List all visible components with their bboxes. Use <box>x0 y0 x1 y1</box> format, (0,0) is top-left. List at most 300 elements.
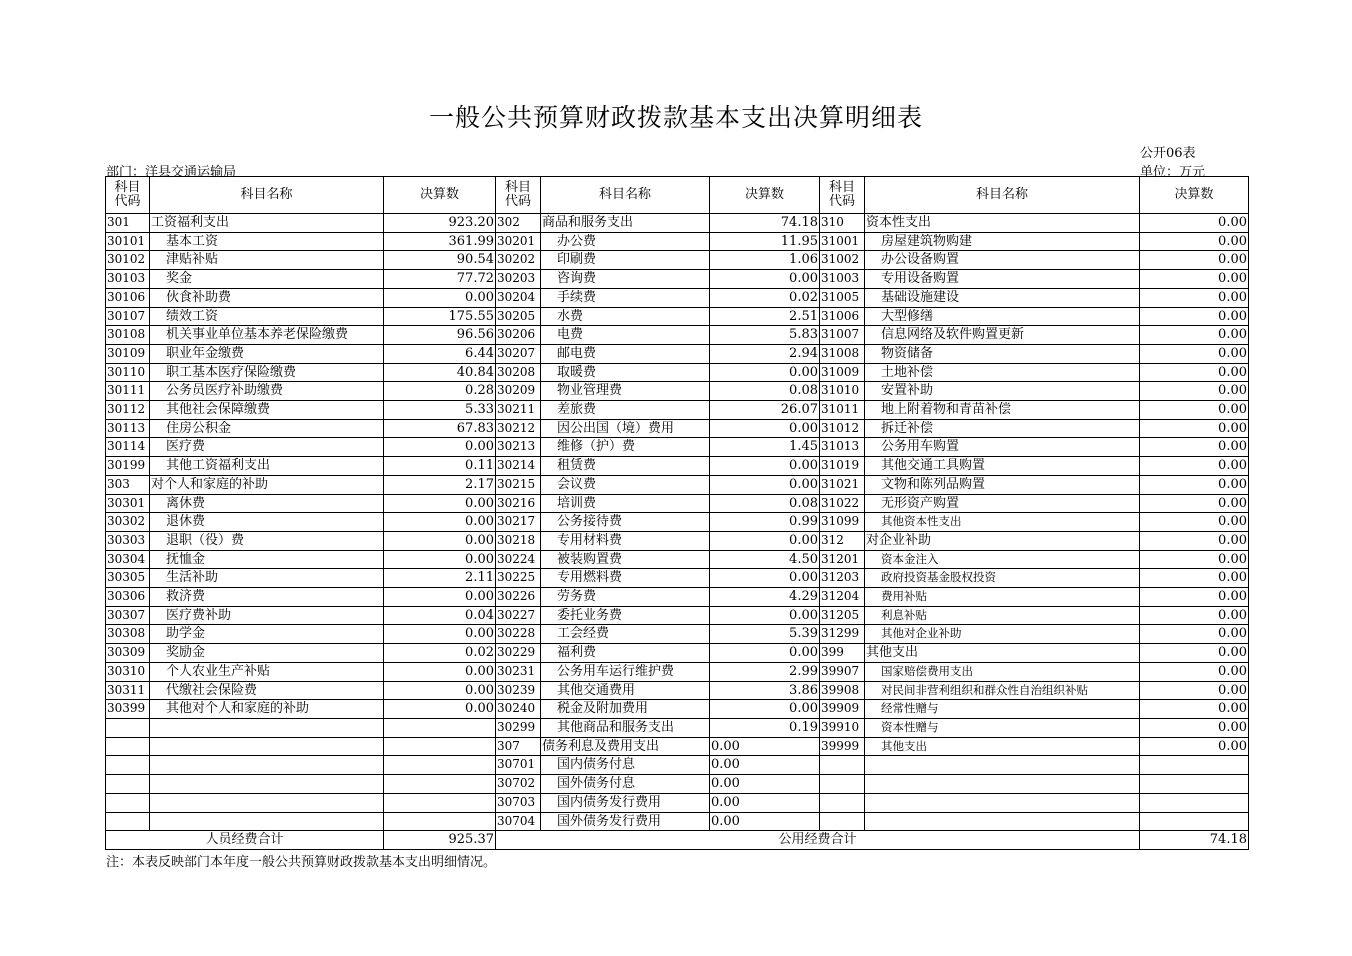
subject-name: 培训费 <box>541 494 710 513</box>
subject-code: 31013 <box>820 438 865 457</box>
subject-name: 会议费 <box>541 475 710 494</box>
header-code: 科目 代码 <box>106 177 150 214</box>
subject-name: 委托业务费 <box>541 606 710 625</box>
amount-value: 2.11 <box>384 569 496 588</box>
subject-name <box>150 718 384 737</box>
amount-value <box>384 775 496 794</box>
table-row <box>106 513 1249 532</box>
amount-value: 361.99 <box>384 232 496 251</box>
subject-name: 大型修缮 <box>865 307 1140 326</box>
amount-value: 0.00 <box>1140 700 1249 719</box>
subject-code: 30310 <box>106 662 150 681</box>
amount-value: 5.39 <box>710 625 820 644</box>
subject-code: 31021 <box>820 475 865 494</box>
table-row <box>106 550 1249 569</box>
amount-value: 2.51 <box>710 307 820 326</box>
subject-code: 31019 <box>820 457 865 476</box>
amount-value: 0.00 <box>1140 718 1249 737</box>
amount-value: 0.28 <box>384 382 496 401</box>
subject-code: 30239 <box>496 681 541 700</box>
subject-code: 31008 <box>820 344 865 363</box>
subject-code: 30111 <box>106 382 150 401</box>
header-amount: 决算数 <box>710 177 820 214</box>
subject-code: 31201 <box>820 550 865 569</box>
subject-code: 31006 <box>820 307 865 326</box>
subject-code: 30103 <box>106 270 150 289</box>
subject-code: 39908 <box>820 681 865 700</box>
amount-value: 0.00 <box>384 681 496 700</box>
subject-code <box>106 793 150 812</box>
table-row <box>106 812 1249 831</box>
table-header-row <box>106 177 1249 214</box>
amount-value: 0.00 <box>1140 232 1249 251</box>
header-name: 科目名称 <box>541 177 710 214</box>
subject-code: 30212 <box>496 419 541 438</box>
subject-name: 国外债务付息 <box>541 775 710 794</box>
subject-name: 其他商品和服务支出 <box>541 718 710 737</box>
amount-value <box>384 812 496 831</box>
subject-code: 30218 <box>496 531 541 550</box>
subject-code: 30208 <box>496 363 541 382</box>
table-row <box>106 588 1249 607</box>
subject-name: 其他社会保障缴费 <box>150 401 384 420</box>
subject-name: 公务用车购置 <box>865 438 1140 457</box>
totals-row <box>106 831 1249 850</box>
amount-value: 1.45 <box>710 438 820 457</box>
amount-value: 0.00 <box>1140 401 1249 420</box>
subject-code: 31009 <box>820 363 865 382</box>
amount-value: 0.00 <box>1140 382 1249 401</box>
subject-code: 39907 <box>820 662 865 681</box>
amount-value: 2.99 <box>710 662 820 681</box>
subject-code <box>106 812 150 831</box>
amount-value: 0.00 <box>1140 270 1249 289</box>
subject-name: 退职（役）费 <box>150 531 384 550</box>
table-row <box>106 681 1249 700</box>
table-row <box>106 232 1249 251</box>
amount-value: 0.08 <box>710 382 820 401</box>
amount-value: 0.00 <box>710 700 820 719</box>
subject-name: 其他对个人和家庭的补助 <box>150 700 384 719</box>
subject-name: 奖金 <box>150 270 384 289</box>
subject-name: 资本性赠与 <box>865 718 1140 737</box>
subject-code: 30309 <box>106 644 150 663</box>
subject-code: 30225 <box>496 569 541 588</box>
header-amount: 决算数 <box>1140 177 1249 214</box>
amount-value: 0.00 <box>1140 569 1249 588</box>
subject-name: 办公费 <box>541 232 710 251</box>
subject-name: 债务利息及费用支出 <box>541 737 710 756</box>
subject-name: 国内债务付息 <box>541 756 710 775</box>
header-code: 科目 代码 <box>496 177 541 214</box>
amount-value: 0.11 <box>384 457 496 476</box>
amount-value: 0.00 <box>1140 363 1249 382</box>
subject-code: 31299 <box>820 625 865 644</box>
amount-value: 0.00 <box>1140 625 1249 644</box>
subject-code: 303 <box>106 475 150 494</box>
amount-value: 4.50 <box>710 550 820 569</box>
expenditure-table <box>105 176 1249 850</box>
subject-code: 31203 <box>820 569 865 588</box>
amount-value: 0.00 <box>384 700 496 719</box>
amount-value <box>1140 812 1249 831</box>
subject-code: 302 <box>496 214 541 233</box>
amount-value: 0.00 <box>710 793 820 812</box>
subject-code: 31005 <box>820 288 865 307</box>
amount-value: 0.00 <box>710 419 820 438</box>
subject-name: 经常性赠与 <box>865 700 1140 719</box>
amount-value: 96.56 <box>384 326 496 345</box>
subject-code: 30306 <box>106 588 150 607</box>
subject-name: 无形资产购置 <box>865 494 1140 513</box>
subject-name: 商品和服务支出 <box>541 214 710 233</box>
amount-value: 67.83 <box>384 419 496 438</box>
subject-name: 手续费 <box>541 288 710 307</box>
subject-name: 对企业补助 <box>865 531 1140 550</box>
subject-name: 医疗费补助 <box>150 606 384 625</box>
amount-value: 0.00 <box>710 812 820 831</box>
amount-value <box>384 737 496 756</box>
subject-name: 专用燃料费 <box>541 569 710 588</box>
subject-code: 30214 <box>496 457 541 476</box>
amount-value: 0.00 <box>1140 494 1249 513</box>
personnel-total-value: 925.37 <box>384 831 496 850</box>
table-row <box>106 401 1249 420</box>
subject-name: 国家赔偿费用支出 <box>865 662 1140 681</box>
subject-name: 国内债务发行费用 <box>541 793 710 812</box>
subject-name: 救济费 <box>150 588 384 607</box>
amount-value: 0.08 <box>710 494 820 513</box>
amount-value: 5.33 <box>384 401 496 420</box>
amount-value: 0.00 <box>1140 457 1249 476</box>
table-row <box>106 363 1249 382</box>
subject-code: 31205 <box>820 606 865 625</box>
subject-name: 劳务费 <box>541 588 710 607</box>
subject-code: 30213 <box>496 438 541 457</box>
subject-code <box>820 756 865 775</box>
table-row <box>106 625 1249 644</box>
subject-code: 30224 <box>496 550 541 569</box>
amount-value <box>384 718 496 737</box>
subject-code: 30206 <box>496 326 541 345</box>
subject-name: 资本金注入 <box>865 550 1140 569</box>
public-total-value: 74.18 <box>1140 831 1249 850</box>
subject-name: 对民间非营利组织和群众性自治组织补贴 <box>865 681 1140 700</box>
subject-code: 30307 <box>106 606 150 625</box>
subject-code: 39999 <box>820 737 865 756</box>
subject-code: 30108 <box>106 326 150 345</box>
amount-value: 3.86 <box>710 681 820 700</box>
subject-code: 31099 <box>820 513 865 532</box>
amount-value: 0.00 <box>384 550 496 569</box>
subject-name <box>150 793 384 812</box>
amount-value: 0.00 <box>1140 326 1249 345</box>
subject-name: 公务接待费 <box>541 513 710 532</box>
amount-value: 0.00 <box>710 270 820 289</box>
subject-name: 国外债务发行费用 <box>541 812 710 831</box>
amount-value: 4.29 <box>710 588 820 607</box>
subject-name: 税金及附加费用 <box>541 700 710 719</box>
amount-value: 0.00 <box>384 494 496 513</box>
amount-value: 0.00 <box>1140 251 1249 270</box>
subject-name: 水费 <box>541 307 710 326</box>
subject-name: 公务用车运行维护费 <box>541 662 710 681</box>
subject-name: 绩效工资 <box>150 307 384 326</box>
subject-name: 津贴补贴 <box>150 251 384 270</box>
subject-name: 维修（护）费 <box>541 438 710 457</box>
table-row <box>106 251 1249 270</box>
amount-value: 5.83 <box>710 326 820 345</box>
subject-code: 30101 <box>106 232 150 251</box>
subject-code: 30102 <box>106 251 150 270</box>
form-number: 公开06表 <box>1140 146 1196 161</box>
amount-value: 0.00 <box>1140 588 1249 607</box>
subject-code: 30203 <box>496 270 541 289</box>
subject-code: 30228 <box>496 625 541 644</box>
amount-value <box>384 756 496 775</box>
subject-name: 拆迁补偿 <box>865 419 1140 438</box>
subject-name: 费用补贴 <box>865 588 1140 607</box>
subject-name: 机关事业单位基本养老保险缴费 <box>150 326 384 345</box>
amount-value: 0.00 <box>710 475 820 494</box>
table-row <box>106 569 1249 588</box>
subject-code: 30302 <box>106 513 150 532</box>
table-row <box>106 775 1249 794</box>
amount-value: 0.00 <box>384 513 496 532</box>
subject-code: 30207 <box>496 344 541 363</box>
subject-code <box>820 812 865 831</box>
subject-name: 助学金 <box>150 625 384 644</box>
subject-code: 30399 <box>106 700 150 719</box>
subject-code: 30216 <box>496 494 541 513</box>
amount-value: 0.00 <box>1140 531 1249 550</box>
amount-value: 0.00 <box>1140 475 1249 494</box>
amount-value: 0.00 <box>710 644 820 663</box>
subject-code: 30301 <box>106 494 150 513</box>
table-row <box>106 288 1249 307</box>
subject-code: 30702 <box>496 775 541 794</box>
subject-code: 31001 <box>820 232 865 251</box>
subject-name: 退休费 <box>150 513 384 532</box>
subject-code: 30231 <box>496 662 541 681</box>
subject-name: 福利费 <box>541 644 710 663</box>
amount-value: 0.00 <box>384 588 496 607</box>
subject-name: 专用设备购置 <box>865 270 1140 289</box>
table-row <box>106 475 1249 494</box>
amount-value: 0.00 <box>1140 550 1249 569</box>
amount-value <box>1140 793 1249 812</box>
amount-value: 40.84 <box>384 363 496 382</box>
subject-code: 30303 <box>106 531 150 550</box>
subject-name: 邮电费 <box>541 344 710 363</box>
amount-value: 0.00 <box>1140 513 1249 532</box>
subject-name: 伙食补助费 <box>150 288 384 307</box>
amount-value: 0.00 <box>1140 662 1249 681</box>
amount-value: 0.00 <box>384 625 496 644</box>
subject-code: 30107 <box>106 307 150 326</box>
subject-name: 医疗费 <box>150 438 384 457</box>
subject-code: 30112 <box>106 401 150 420</box>
amount-value: 0.00 <box>1140 737 1249 756</box>
amount-value: 0.00 <box>384 662 496 681</box>
amount-value: 0.00 <box>384 531 496 550</box>
table-row <box>106 718 1249 737</box>
subject-code: 31012 <box>820 419 865 438</box>
subject-name: 职工基本医疗保险缴费 <box>150 363 384 382</box>
subject-name: 工会经费 <box>541 625 710 644</box>
amount-value: 0.00 <box>1140 438 1249 457</box>
subject-code: 30211 <box>496 401 541 420</box>
amount-value: 0.00 <box>710 457 820 476</box>
amount-value <box>1140 756 1249 775</box>
subject-code: 30110 <box>106 363 150 382</box>
subject-code: 30202 <box>496 251 541 270</box>
amount-value: 0.00 <box>384 288 496 307</box>
amount-value: 0.00 <box>710 531 820 550</box>
subject-code: 30204 <box>496 288 541 307</box>
table-row <box>106 270 1249 289</box>
subject-name: 物业管理费 <box>541 382 710 401</box>
subject-code: 30205 <box>496 307 541 326</box>
subject-name: 政府投资基金股权投资 <box>865 569 1140 588</box>
header-name: 科目名称 <box>865 177 1140 214</box>
page-title: 一般公共预算财政拨款基本支出决算明细表 <box>428 103 923 132</box>
subject-name: 基本工资 <box>150 232 384 251</box>
amount-value: 74.18 <box>710 214 820 233</box>
subject-name: 个人农业生产补贴 <box>150 662 384 681</box>
subject-name: 工资福利支出 <box>150 214 384 233</box>
table-row <box>106 438 1249 457</box>
subject-name: 奖励金 <box>150 644 384 663</box>
table-row <box>106 326 1249 345</box>
subject-name: 办公设备购置 <box>865 251 1140 270</box>
amount-value: 0.99 <box>710 513 820 532</box>
header-code: 科目 代码 <box>820 177 865 214</box>
subject-code: 31002 <box>820 251 865 270</box>
subject-name <box>865 793 1140 812</box>
table-row <box>106 307 1249 326</box>
amount-value: 0.00 <box>1140 288 1249 307</box>
subject-code: 30201 <box>496 232 541 251</box>
subject-code: 30304 <box>106 550 150 569</box>
subject-code: 30229 <box>496 644 541 663</box>
footnote: 注：本表反映部门本年度一般公共预算财政拨款基本支出明细情况。 <box>106 855 497 870</box>
table-row <box>106 382 1249 401</box>
amount-value: 0.00 <box>710 775 820 794</box>
subject-code: 30299 <box>496 718 541 737</box>
subject-name <box>150 812 384 831</box>
subject-name: 电费 <box>541 326 710 345</box>
subject-name: 信息网络及软件购置更新 <box>865 326 1140 345</box>
table-row <box>106 214 1249 233</box>
table-row <box>106 793 1249 812</box>
subject-code: 39909 <box>820 700 865 719</box>
department-label: 部门：洋县交通运输局 <box>106 165 237 180</box>
header-amount: 决算数 <box>384 177 496 214</box>
table-row <box>106 662 1249 681</box>
subject-name <box>865 756 1140 775</box>
amount-value: 77.72 <box>384 270 496 289</box>
amount-value: 0.00 <box>710 756 820 775</box>
subject-name: 文物和陈列品购置 <box>865 475 1140 494</box>
subject-code: 301 <box>106 214 150 233</box>
subject-code: 310 <box>820 214 865 233</box>
subject-code: 312 <box>820 531 865 550</box>
subject-name: 其他交通工具购置 <box>865 457 1140 476</box>
subject-code: 31003 <box>820 270 865 289</box>
amount-value: 6.44 <box>384 344 496 363</box>
subject-name: 其他工资福利支出 <box>150 457 384 476</box>
subject-name: 物资储备 <box>865 344 1140 363</box>
subject-name: 生活补助 <box>150 569 384 588</box>
table-row <box>106 756 1249 775</box>
subject-name: 离休费 <box>150 494 384 513</box>
amount-value: 0.19 <box>710 718 820 737</box>
table-row <box>106 531 1249 550</box>
subject-code: 31010 <box>820 382 865 401</box>
amount-value: 90.54 <box>384 251 496 270</box>
amount-value: 0.02 <box>710 288 820 307</box>
amount-value: 0.00 <box>1140 214 1249 233</box>
subject-name <box>865 812 1140 831</box>
amount-value: 0.00 <box>710 606 820 625</box>
amount-value: 1.06 <box>710 251 820 270</box>
subject-name: 其他支出 <box>865 737 1140 756</box>
subject-code: 31204 <box>820 588 865 607</box>
subject-code: 399 <box>820 644 865 663</box>
amount-value: 0.00 <box>1140 344 1249 363</box>
subject-name: 基础设施建设 <box>865 288 1140 307</box>
subject-name: 公务员医疗补助缴费 <box>150 382 384 401</box>
amount-value: 0.00 <box>710 569 820 588</box>
subject-name: 专用材料费 <box>541 531 710 550</box>
amount-value: 26.07 <box>710 401 820 420</box>
table-row <box>106 737 1249 756</box>
subject-name: 其他支出 <box>865 644 1140 663</box>
subject-name: 被装购置费 <box>541 550 710 569</box>
header-name: 科目名称 <box>150 177 384 214</box>
amount-value: 2.94 <box>710 344 820 363</box>
amount-value: 2.17 <box>384 475 496 494</box>
subject-code: 30703 <box>496 793 541 812</box>
subject-name: 土地补偿 <box>865 363 1140 382</box>
amount-value: 0.00 <box>1140 419 1249 438</box>
subject-code: 30308 <box>106 625 150 644</box>
subject-name: 其他资本性支出 <box>865 513 1140 532</box>
subject-code: 30704 <box>496 812 541 831</box>
amount-value: 11.95 <box>710 232 820 251</box>
subject-code: 30215 <box>496 475 541 494</box>
amount-value: 0.02 <box>384 644 496 663</box>
subject-name: 抚恤金 <box>150 550 384 569</box>
table-row <box>106 419 1249 438</box>
subject-code: 39910 <box>820 718 865 737</box>
amount-value: 0.00 <box>1140 606 1249 625</box>
subject-code <box>106 718 150 737</box>
unit-label: 单位：万元 <box>1140 165 1206 180</box>
subject-code: 30217 <box>496 513 541 532</box>
subject-code <box>106 775 150 794</box>
subject-code: 30209 <box>496 382 541 401</box>
table-row <box>106 344 1249 363</box>
subject-name: 因公出国（境）费用 <box>541 419 710 438</box>
amount-value: 0.00 <box>384 438 496 457</box>
subject-code: 31007 <box>820 326 865 345</box>
amount-value: 175.55 <box>384 307 496 326</box>
subject-code: 30701 <box>496 756 541 775</box>
subject-code: 30311 <box>106 681 150 700</box>
subject-code <box>106 756 150 775</box>
